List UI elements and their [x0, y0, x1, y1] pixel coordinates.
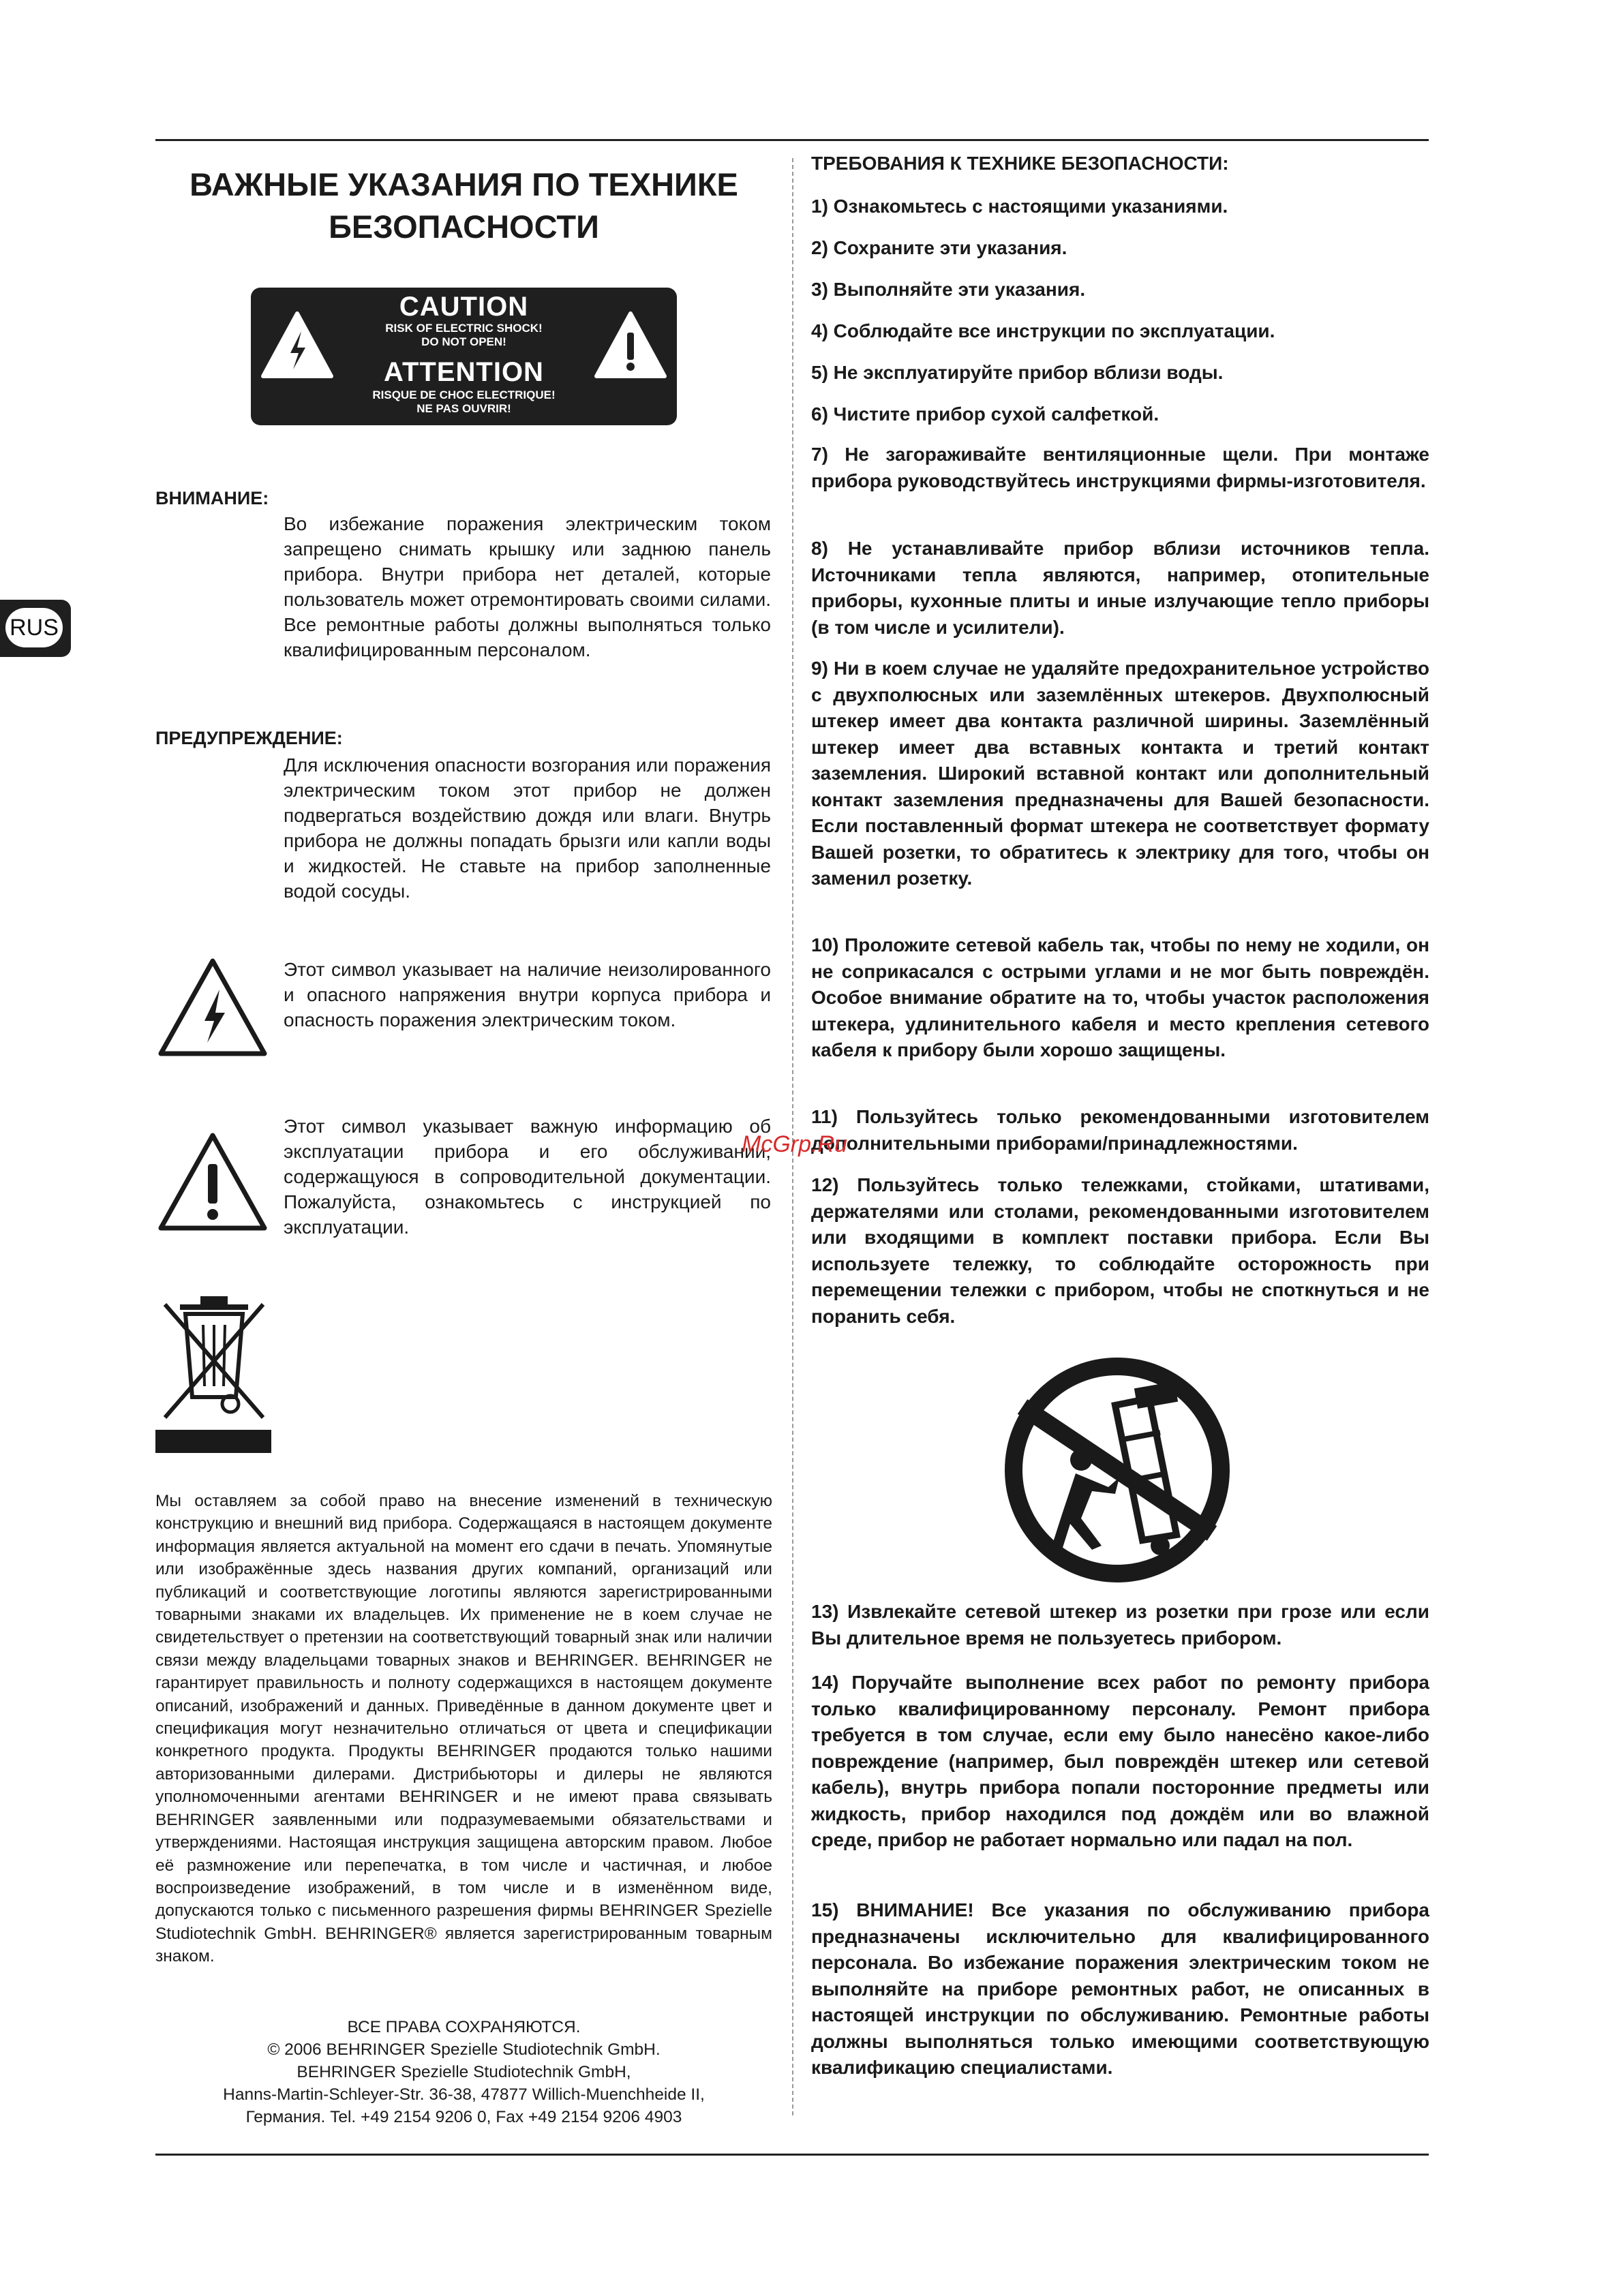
attention-line-3: NE PAS OUVRIR!: [416, 402, 511, 415]
address-line: Hanns-Martin-Schleyer-Str. 36-38, 47877 Willich-Muenchheide II,: [223, 2085, 705, 2104]
company-line: BEHRINGER Spezielle Studiotechnik GmbH,: [297, 2063, 631, 2081]
list-item: 12) Пользуйтесь только тележками, стойками, штативами, держателями или столами, рекомендованными изготовителем или входящими в комплект поставки прибора. Если Вы используете тележку, то соблюдайте осторожность при перемещении тележки с прибором, чтобы не споткнуться и не поранить себя.: [811, 1174, 1429, 1327]
list-item: 5) Не эксплуатируйте прибор вблизи воды.: [811, 362, 1224, 383]
list-item: 15) ВНИМАНИЕ! Все указания по обслуживанию прибора предназначены исключительно для квалифицированного персонала. Во избежание поражения электрическим током не выполняйте на приборе ремонтных работ, не описанных в настоящей инструкции по обслуживанию. Ремонтные работы должны выполняться только имеющими соответствующую квалификацию специалистами.: [811, 1899, 1429, 2078]
top-rule: [155, 139, 1429, 141]
copyright-line: © 2006 BEHRINGER Spezielle Studiotechnik GmbH.: [267, 2040, 661, 2059]
list-item: 11) Пользуйтесь только рекомендованными изготовителем дополнительными приборами/принадлежностями.: [811, 1106, 1429, 1154]
watermark: McGrp.Ru: [742, 1131, 847, 1157]
list-item: 13) Извлекайте сетевой штекер из розетки при грозе или если Вы длительное время не пользуетесь прибором.: [811, 1601, 1429, 1649]
list-item: 3) Выполняйте эти указания.: [811, 279, 1086, 300]
symbol-2-text: Этот символ указывает важную информацию об эксплуатации прибора и его обслуживании, содержащуюся в сопроводительной документации. Пожалуйста, ознакомьтесь с инструкцией по эксплуатации.: [284, 1116, 771, 1238]
page-title: ВАЖНЫЕ УКАЗАНИЯ ПО ТЕХНИКЕ БЕЗОПАСНОСТИ: [189, 166, 738, 245]
rights-line: ВСЕ ПРАВА СОХРАНЯЮТСЯ.: [347, 2018, 581, 2036]
requirements-heading: ТРЕБОВАНИЯ К ТЕХНИКЕ БЕЗОПАСНОСТИ:: [811, 153, 1229, 174]
caution-line-3: DO NOT OPEN!: [421, 335, 506, 348]
caution-line-2: RISK OF ELECTRIC SHOCK!: [385, 322, 543, 335]
warning-heading: ПРЕДУПРЕЖДЕНИЕ:: [155, 728, 343, 748]
lightning-warning-icon: [157, 955, 269, 1058]
list-item: 9) Ни в коем случае не удаляйте предохранительное устройство с двухполюсных или заземлённых штекеров. Двухполюсный штекер имеет два контакта различной ширины. Заземлённый штекер имеет два вставных контакта и третий контакт заземления. Широкий вставной контакт или дополнительный контакт заземления предназначены для Вашей безопасности. Если поставленный формат штекера не соответствует формату Вашей розетки, то обратитесь к электрику для того, чтобы он заменил розетку.: [811, 658, 1429, 889]
list-item: 7) Не загораживайте вентиляционные щели. При монтаже прибора руководствуйтесь инструкциями фирмы-изготовителя.: [811, 444, 1429, 491]
list-item: 10) Проложите сетевой кабель так, чтобы по нему не ходили, он не соприкасался с острыми углами и не мог быть повреждён. Особое внимание обратите на то, чтобы участок расположения штекера, удлинительного кабеля и место крепления сетевого кабеля к прибору были хорошо защищены.: [811, 934, 1429, 1060]
list-item: 14) Поручайте выполнение всех работ по ремонту прибора только квалифицированному персоналу. Ремонт прибора требуется в том случае, если ему было нанесёно какое-либо повреждение (например, был повреждён штекер или сетевой кабель), внутрь прибора попали посторонние предметы или жидкость, прибор находился под дождём или во влажной среде, прибор не работает нормально или падал на пол.: [811, 1672, 1429, 1850]
cart-tip-over-icon: [999, 1358, 1235, 1582]
list-item: 6) Чистите прибор сухой салфеткой.: [811, 403, 1159, 425]
attention-title: ATTENTION: [384, 357, 544, 387]
list-item: 1) Ознакомьтесь с настоящими указаниями.: [811, 196, 1228, 217]
list-item: 4) Соблюдайте все инструкции по эксплуатации.: [811, 320, 1275, 341]
list-item: 2) Сохраните эти указания.: [811, 237, 1067, 258]
language-label: RUS: [5, 608, 63, 647]
contact-line: Германия. Tel. +49 2154 9206 0, Fax +49 2154 9206 4903: [245, 2108, 682, 2126]
warning-text: Для исключения опасности возгорания или поражения электрическим током этот прибор не должен подвергаться воздействию дождя или влаги. Внутрь прибора не должны попадать брызги или капли воды и жидкостей. Не ставьте на прибор заполненные водой сосуды.: [284, 754, 771, 902]
language-tab: [0, 600, 71, 657]
attention-text: Во избежание поражения электрическим током запрещено снимать крышку или заднюю панель прибора. Внутри прибора нет деталей, которые пользователь может отремонтировать своими силами. Все ремонтные работы должны выполняться только квалифицированным персоналом.: [284, 513, 771, 660]
caution-title: CAUTION: [399, 292, 529, 322]
exclamation-warning-icon: [157, 1130, 269, 1232]
attention-heading: ВНИМАНИЕ:: [155, 488, 269, 508]
attention-line-2: RISQUE DE CHOC ELECTRIQUE!: [372, 388, 556, 401]
bottom-rule: [155, 2154, 1429, 2156]
disclaimer-text: Мы оставляем за собой право на внесение изменений в техническую конструкцию и внешний вид прибора. Содержащаяся в настоящем документе информация является актуальной на момент его сдачи в печать. Упомянутые или изображённые здесь названия других компаний, организаций или публикаций и соответствующие логотипы являются зарегистрированными товарными знаками их владельцев. Их применение не в коем случае не свидетельствует о претензии на соответствующий товарный знак или наличии связи между владельцами товарных знаков и BEHRINGER. BEHRINGER не гарантирует правильность и полноту содержащихся в настоящем документе описаний, изображений и данных. Приведённые в данном документе цвет и спецификация могут незначительно отличаться от цвета и спецификации конкретного продукта. Продукты BEHRINGER продаются только нашими авторизованными дилерами. Дистрибьюторы и дилеры не являются уполномоченными агентами BEHRINGER и не имеют права связывать BEHRINGER заявленными или подразумеваемыми обязательствами и утверждениями. Настоящая инструкция защищена авторским правом. Любое её размножение или перепечатка, в том числе и частичная, и любое воспроизведение изображений, в том числе и в изменённом виде, допускаются только с письменного разрешения фирмы BEHRINGER Spezielle Studiotechnik GmbH. BEHRINGER® является зарегистрированным товарным знаком.: [155, 1492, 772, 1966]
weee-bin-icon: [155, 1291, 273, 1457]
caution-label: [251, 288, 677, 425]
list-item: 8) Не устанавливайте прибор вблизи источников тепла. Источниками тепла являются, например, отопительные приборы, кухонные плиты и иные излучающие тепло приборы (в том числе и усилители).: [811, 538, 1429, 638]
symbol-1-text: Этот символ указывает на наличие неизолированного и опасного напряжения внутри корпуса прибора и опасность поражения электрическим током.: [284, 959, 771, 1030]
